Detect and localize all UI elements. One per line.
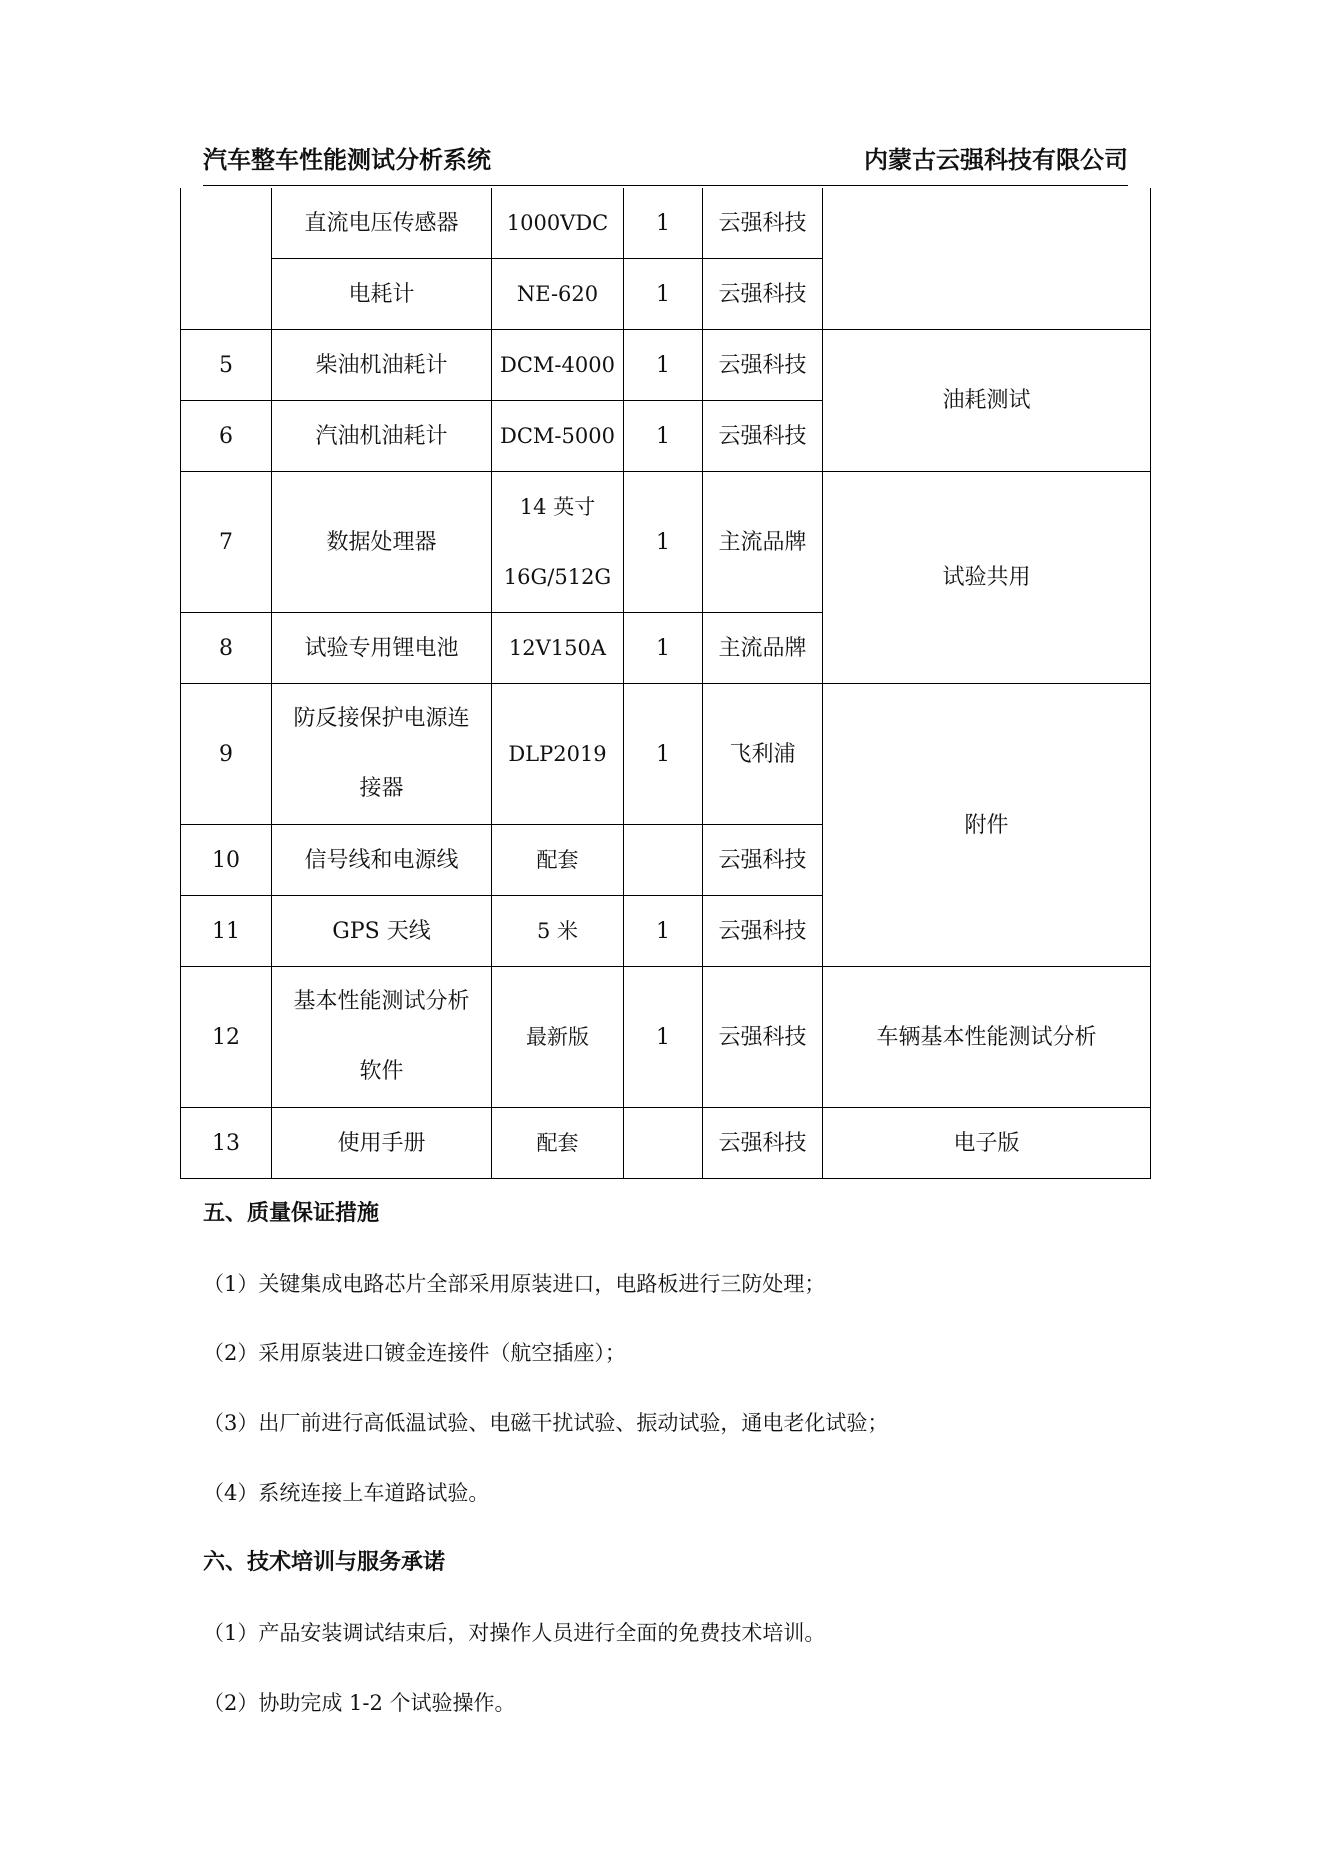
model-line: 14 英寸 — [519, 495, 596, 519]
item-model: 12V150A — [492, 613, 624, 684]
table-row — [181, 330, 1151, 401]
table-row — [181, 188, 1151, 259]
item-quantity — [624, 1108, 703, 1179]
row-number: 6 — [181, 401, 272, 472]
name-line: 防反接保护电源连 — [293, 706, 470, 731]
header-divider — [203, 185, 1128, 186]
item-brand: 主流品牌 — [703, 613, 823, 684]
item-quantity: 1 — [624, 967, 703, 1108]
item-remark: 附件 — [823, 684, 1151, 967]
quality-item: （2）采用原装进口镀金连接件（航空插座）； — [203, 1341, 626, 1365]
training-item: （1）产品安装调试结束后，对操作人员进行全面的免费技术培训。 — [203, 1621, 826, 1645]
item-brand: 飞利浦 — [703, 684, 823, 825]
training-item: （2）协助完成 1-2 个试验操作。 — [203, 1691, 516, 1715]
item-model: 配套 — [492, 1108, 624, 1179]
item-model: DLP2019 — [492, 684, 624, 825]
item-brand: 云强科技 — [703, 967, 823, 1108]
header-title: 汽车整车性能测试分析系统 — [203, 146, 491, 174]
item-brand: 云强科技 — [703, 188, 823, 259]
name-line: 接器 — [359, 776, 404, 801]
model-line: 16G/512G — [503, 565, 612, 589]
item-quantity: 1 — [624, 259, 703, 330]
item-model: 5 米 — [492, 896, 624, 967]
row-number: 8 — [181, 613, 272, 684]
item-name: 柴油机油耗计 — [272, 330, 492, 401]
item-remark: 电子版 — [823, 1108, 1151, 1179]
item-quantity: 1 — [624, 472, 703, 613]
name-line: 软件 — [359, 1059, 404, 1084]
item-quantity: 1 — [624, 613, 703, 684]
item-name: 汽油机油耗计 — [272, 401, 492, 472]
item-brand: 云强科技 — [703, 896, 823, 967]
item-model: 配套 — [492, 825, 624, 896]
item-remark — [823, 188, 1151, 330]
item-quantity: 1 — [624, 330, 703, 401]
item-model — [492, 472, 624, 613]
item-name: 电耗计 — [272, 259, 492, 330]
item-model: 最新版 — [492, 967, 624, 1108]
item-name: 信号线和电源线 — [272, 825, 492, 896]
item-quantity — [624, 825, 703, 896]
item-brand: 云强科技 — [703, 401, 823, 472]
row-number: 11 — [181, 896, 272, 967]
item-name: 试验专用锂电池 — [272, 613, 492, 684]
item-model: NE-620 — [492, 259, 624, 330]
row-number: 9 — [181, 684, 272, 825]
item-quantity: 1 — [624, 684, 703, 825]
table-row — [181, 1108, 1151, 1179]
header-company: 内蒙古云强科技有限公司 — [864, 146, 1128, 174]
row-number: 12 — [181, 967, 272, 1108]
item-brand: 云强科技 — [703, 1108, 823, 1179]
table-row — [181, 684, 1151, 825]
item-remark: 车辆基本性能测试分析 — [823, 967, 1151, 1108]
row-number: 10 — [181, 825, 272, 896]
section-title-training: 六、技术培训与服务承诺 — [203, 1550, 446, 1575]
item-quantity: 1 — [624, 188, 703, 259]
item-brand: 云强科技 — [703, 259, 823, 330]
item-name: 数据处理器 — [272, 472, 492, 613]
item-remark: 油耗测试 — [823, 330, 1151, 472]
item-name — [272, 684, 492, 825]
item-brand: 云强科技 — [703, 825, 823, 896]
item-name: 直流电压传感器 — [272, 188, 492, 259]
name-line: 基本性能测试分析 — [293, 989, 470, 1014]
row-number: 7 — [181, 472, 272, 613]
section-title-quality: 五、质量保证措施 — [203, 1201, 380, 1226]
table-row — [181, 967, 1151, 1108]
row-number: 13 — [181, 1108, 272, 1179]
item-model: DCM-5000 — [492, 401, 624, 472]
item-remark: 试验共用 — [823, 472, 1151, 684]
item-name: GPS 天线 — [272, 896, 492, 967]
item-quantity: 1 — [624, 401, 703, 472]
table-row — [181, 472, 1151, 613]
quality-item: （4）系统连接上车道路试验。 — [203, 1481, 490, 1505]
row-number: 5 — [181, 330, 272, 401]
page-header — [203, 140, 1128, 186]
item-brand: 云强科技 — [703, 330, 823, 401]
equipment-table — [180, 188, 1151, 1179]
quality-item: （1）关键集成电路芯片全部采用原装进口，电路板进行三防处理； — [203, 1272, 826, 1296]
item-brand: 主流品牌 — [703, 472, 823, 613]
item-name — [272, 967, 492, 1108]
item-name: 使用手册 — [272, 1108, 492, 1179]
item-model: DCM-4000 — [492, 330, 624, 401]
item-quantity: 1 — [624, 896, 703, 967]
quality-item: （3）出厂前进行高低温试验、电磁干扰试验、振动试验，通电老化试验； — [203, 1411, 889, 1435]
item-model: 1000VDC — [492, 188, 624, 259]
row-number — [181, 188, 272, 330]
